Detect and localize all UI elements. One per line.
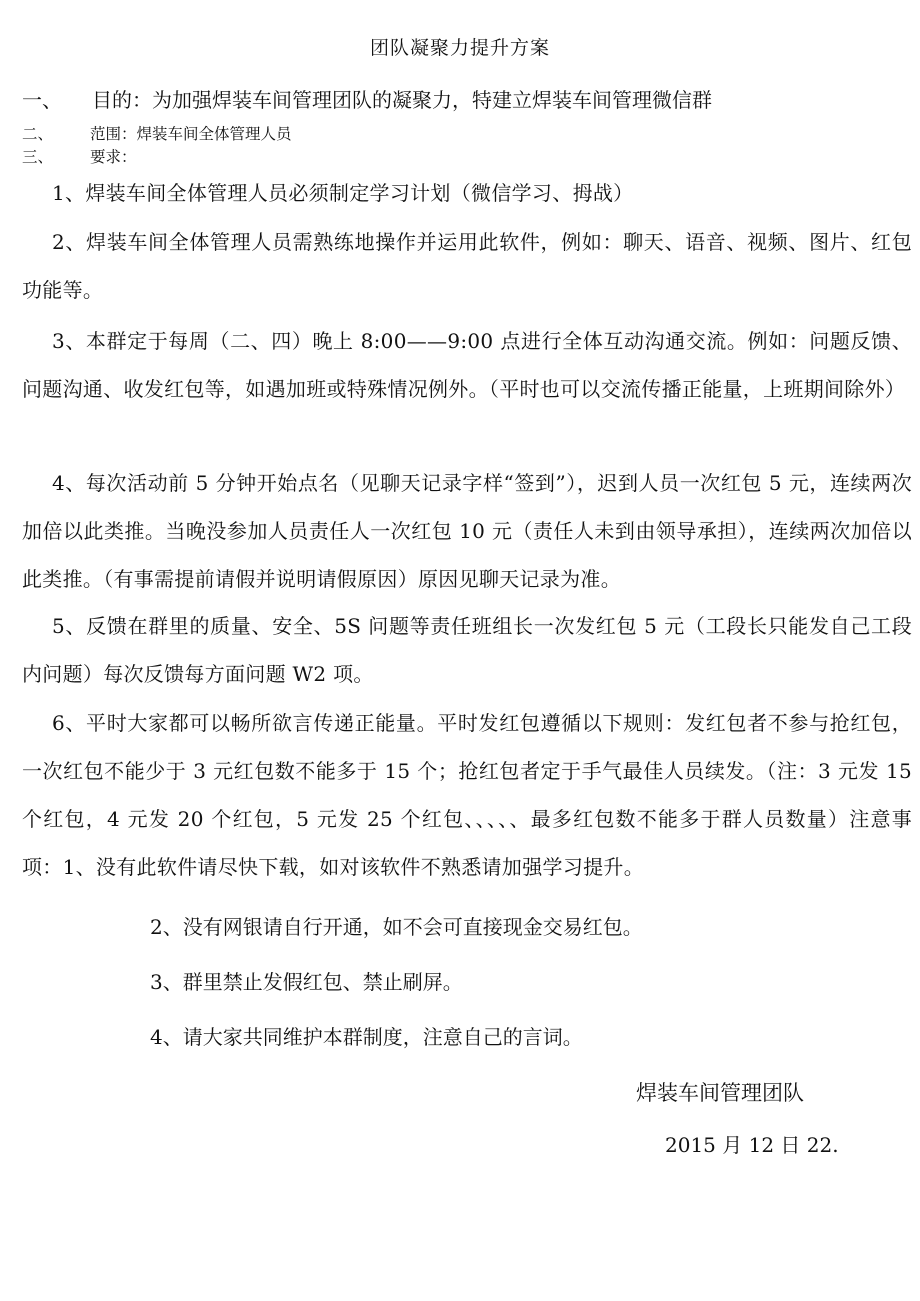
requirement-2 [22, 218, 912, 314]
section-text: 目的：为加强焊装车间管理团队的凝聚力，特建立焊装车间管理微信群 [92, 88, 712, 112]
section-text: 要求： [90, 148, 137, 166]
requirement-3 [22, 317, 912, 413]
paragraph: 1、焊装车间全体管理人员必须制定学习计划（微信学习、拇战） [52, 181, 634, 205]
document-title: 团队凝聚力提升方案 [369, 37, 550, 59]
requirement-4 [22, 459, 912, 603]
paragraph: 3、本群定于每周（二、四）晚上 8:00——9:00 点进行全体互动沟通交流。例如：问题反馈、问题沟通、收发红包等，如遇加班或特殊情况例外。（平时也可以交流传播正能量，上班期间除外） [22, 329, 912, 401]
section-purpose [22, 84, 712, 113]
section-number: 三、 [22, 148, 54, 166]
section-requirements [22, 145, 137, 167]
note-item: 3、群里禁止发假红包、禁止刷屏。 [150, 970, 463, 994]
paragraph: 2、焊装车间全体管理人员需熟练地操作并运用此软件，例如：聊天、语音、视频、图片、红包功能等。 [22, 230, 912, 302]
requirement-5 [22, 602, 912, 698]
signature: 焊装车间管理团队 [636, 1081, 804, 1105]
paragraph: 4、每次活动前 5 分钟开始点名（见聊天记录字样“签到”），迟到人员一次红包 5 元，连续两次加倍以此类推。当晚没参加人员责任人一次红包 10 元（责任人未到由领导承担），连续两次加倍以此类推。（有事需提前请假并说明请假原因）原因见聊天记录为准。 [22, 471, 912, 591]
document-date: 2015 月 12 日 22. [665, 1133, 839, 1157]
section-scope [22, 122, 292, 144]
paragraph: 5、反馈在群里的质量、安全、5S 问题等责任班组长一次发红包 5 元（工段长只能发自己工段内问题）每次反馈每方面问题 W2 项。 [22, 614, 912, 686]
section-number: 二、 [22, 125, 54, 143]
requirement-1 [22, 169, 912, 217]
note-item: 4、请大家共同维护本群制度，注意自己的言词。 [150, 1025, 583, 1049]
section-number: 一、 [22, 88, 62, 112]
paragraph: 6、平时大家都可以畅所欲言传递正能量。平时发红包遵循以下规则：发红包者不参与抢红包，一次红包不能少于 3 元红包数不能多于 15 个；抢红包者定于手气最佳人员续发。（注：3 元发 15 个红包，4 元发 20 个红包，5 元发 25 个红包、、、、、最多红包数不能多于群人员数量）注意事项：1、没有此软件请尽快下载，如对该软件不熟悉请加强学习提升。 [22, 711, 912, 879]
note-item: 2、没有网银请自行开通，如不会可直接现金交易红包。 [150, 915, 643, 939]
section-text: 范围：焊装车间全体管理人员 [90, 125, 292, 143]
requirement-6 [22, 699, 912, 891]
